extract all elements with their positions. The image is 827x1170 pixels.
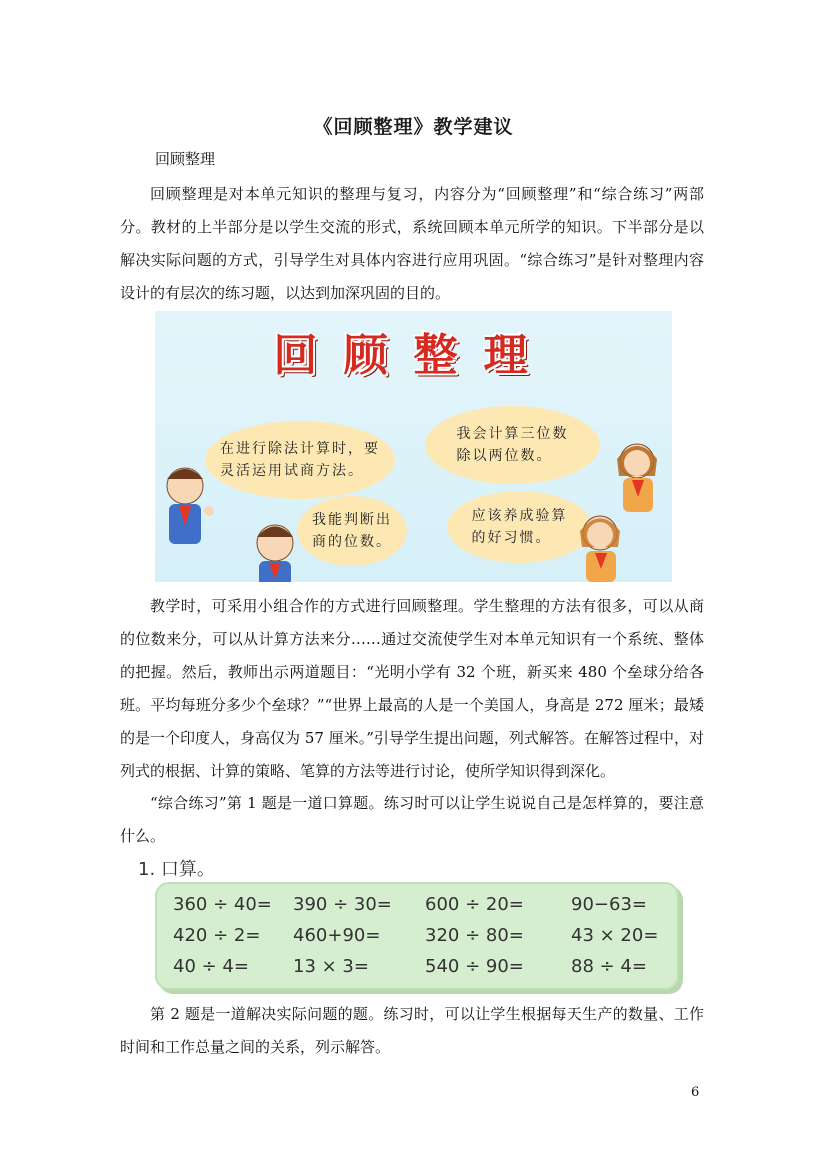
- page-title: 《回顾整理》教学建议: [313, 116, 514, 138]
- paragraph-exercise-1: “综合练习”第 1 题是一道口算题。练习时可以让学生说说自己是怎样算的，要注意什么。: [120, 794, 704, 845]
- exercise-item: 390 ÷ 30=: [293, 894, 392, 915]
- paragraph-teaching: 教学时，可采用小组合作的方式进行回顾整理。学生整理的方法有很多，可以从商的位数来分，可以从计算方法来分……通过交流使学生对本单元知识有一个系统、整体的把握。然后，教师出示两道题目：“光明小学有 32 个班，新买来 480 个垒球分给各班。平均每班分多少个垒球？”“世界上最高的人是一个美国人，身高是 272 厘米；最矮的是一个印度人，身高仅为 57 厘米。”引导学生提出问题，列式解答。在解答过程中，对列式的根据、计算的策略、笔算的方法等进行讨论，使所学知识得到深化。: [120, 597, 704, 780]
- bubble-text-2: 我会计算三位数 除以两位数。: [456, 426, 569, 464]
- exercise-item: 600 ÷ 20=: [425, 894, 524, 915]
- review-illustration: [155, 311, 672, 582]
- bubble-text-4: 应该养成验算 的好习惯。: [471, 508, 568, 546]
- paragraph-intro: 回顾整理是对本单元知识的整理与复习，内容分为“回顾整理”和“综合练习”两部分。教材的上半部分是以学生交流的形式，系统回顾本单元所学的知识。下半部分是以解决实际问题的方式，引导学生对具体内容进行应用巩固。“综合练习”是针对整理内容设计的有层次的练习题，以达到加深巩固的目的。: [120, 185, 704, 302]
- mental-math-box: [155, 882, 679, 990]
- bubble-text-3: 我能判断出 商的位数。: [312, 512, 392, 550]
- exercise-item: 90−63=: [571, 894, 647, 915]
- page-number: 6: [691, 1085, 700, 1100]
- paragraph-exercise-2: 第 2 题是一道解决实际问题的题。练习时，可以让学生根据每天生产的数量、工作时间和工作总量之间的关系，列示解答。: [120, 1005, 704, 1056]
- illustration-title: 回顾整理: [273, 330, 554, 381]
- exercise-item: 460+90=: [293, 925, 381, 946]
- exercise-item: 360 ÷ 40=: [173, 894, 272, 915]
- exercise-item: 420 ÷ 2=: [173, 925, 261, 946]
- exercise-item: 13 × 3=: [293, 956, 369, 977]
- exercise-item: 40 ÷ 4=: [173, 956, 249, 977]
- section-heading: 回顾整理: [155, 150, 216, 168]
- exercise-item: 43 × 20=: [571, 925, 659, 946]
- exercise-item: 540 ÷ 90=: [425, 956, 524, 977]
- students-icon: [155, 311, 672, 582]
- exercise-item: 320 ÷ 80=: [425, 925, 524, 946]
- bubble-text-1: 在进行除法计算时，要 灵活运用试商方法。: [220, 441, 380, 479]
- exercise-label: 1. 口算。: [138, 859, 215, 880]
- exercise-item: 88 ÷ 4=: [571, 956, 647, 977]
